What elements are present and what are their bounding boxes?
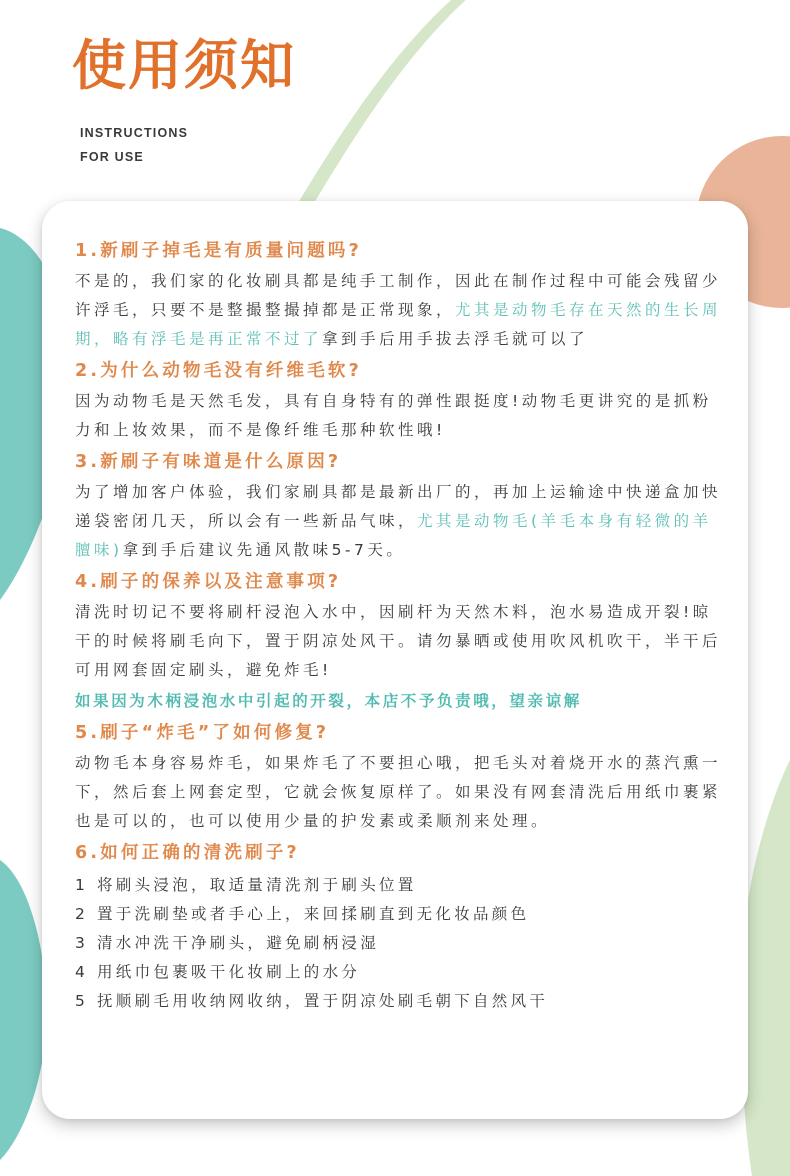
step-item bbox=[75, 900, 725, 929]
section-title: 5.刷子“炸毛”了如何修复? bbox=[75, 723, 330, 743]
section-title: 2.为什么动物毛没有纤维毛软? bbox=[75, 361, 362, 381]
step-text: 清水冲洗干净刷头，避免刷柄浸湿 bbox=[97, 934, 380, 952]
body-text: 拿到手后建议先通风散味5-7天。 bbox=[122, 541, 406, 559]
section-2 bbox=[75, 356, 725, 445]
page-title: 使用须知 bbox=[72, 34, 296, 97]
step-text: 抚顺刷毛用收纳网收纳，置于阴凉处刷毛朝下自然风干 bbox=[97, 992, 549, 1010]
step-item bbox=[75, 929, 725, 958]
section-1 bbox=[75, 236, 725, 354]
section-5 bbox=[75, 718, 725, 836]
step-text: 用纸巾包裹吸干化妆刷上的水分 bbox=[97, 963, 361, 981]
step-number: 1 bbox=[75, 876, 89, 894]
teal-left-lower-blob bbox=[0, 860, 47, 1160]
subtitle-line-1: INSTRUCTIONS bbox=[80, 126, 189, 140]
section-3 bbox=[75, 447, 725, 565]
instructions-content bbox=[75, 236, 725, 1016]
body-text: 拿到手后用手拔去浮毛就可以了 bbox=[322, 330, 589, 348]
green-right-blob bbox=[741, 760, 790, 1176]
step-text: 置于洗刷垫或者手心上，来回揉刷直到无化妆品颜色 bbox=[97, 905, 530, 923]
highlight-text: 尤其是动物毛(羊毛本身有轻微的羊膻味) bbox=[75, 512, 712, 559]
section-title: 6.如何正确的清洗刷子? bbox=[75, 843, 300, 863]
body-text: 不是的，我们家的化妆刷具都是纯手工制作，因此在制作过程中可能会残留少许浮毛，只要不是整撮整撮掉都是正常现象， bbox=[75, 272, 722, 319]
section-body bbox=[75, 478, 725, 565]
section-body bbox=[75, 267, 725, 354]
section-body: 因为动物毛是天然毛发，具有自身特有的弹性跟挺度!动物毛更讲究的是抓粉力和上妆效果，而不是像纤维毛那种软性哦! bbox=[75, 392, 712, 439]
section-6 bbox=[75, 838, 725, 1016]
step-number: 4 bbox=[75, 963, 89, 981]
page-subtitle bbox=[80, 121, 188, 169]
body-text: 为了增加客户体验，我们家刷具都是最新出厂的，再加上运输途中快递盒加快递袋密闭几天，所以会有一些新品气味， bbox=[75, 483, 722, 530]
step-item bbox=[75, 987, 725, 1016]
highlight-text: 尤其是动物毛存在天然的生长周期，略有浮毛是再正常不过了 bbox=[75, 301, 722, 348]
step-number: 2 bbox=[75, 905, 89, 923]
cleaning-steps-list bbox=[75, 871, 725, 1016]
section-body: 动物毛本身容易炸毛，如果炸毛了不要担心哦，把毛头对着烧开水的蒸汽熏一下，然后套上网套定型，它就会恢复原样了。如果没有网套清洗后用纸巾裹紧也是可以的，也可以使用少量的护发素或柔顺剂来处理。 bbox=[75, 754, 722, 830]
green-swoosh-curve bbox=[298, 0, 470, 203]
step-item bbox=[75, 958, 725, 987]
subtitle-line-2: FOR USE bbox=[80, 150, 144, 164]
section-title: 1.新刷子掉毛是有质量问题吗? bbox=[75, 241, 362, 261]
step-number: 3 bbox=[75, 934, 89, 952]
step-item bbox=[75, 871, 725, 900]
section-body: 清洗时切记不要将刷杆浸泡入水中，因刷杆为天然木料，泡水易造成开裂!晾干的时候将刷毛向下，置于阴凉处风干。请勿暴晒或使用吹风机吹干，半干后可用网套固定刷头，避免炸毛! bbox=[75, 603, 722, 679]
section-4 bbox=[75, 567, 725, 716]
step-number: 5 bbox=[75, 992, 89, 1010]
section-title: 4.刷子的保养以及注意事项? bbox=[75, 572, 342, 592]
disclaimer-notice: 如果因为木柄浸泡水中引起的开裂，本店不予负责哦，望亲谅解 bbox=[75, 692, 582, 710]
section-title: 3.新刷子有味道是什么原因? bbox=[75, 452, 342, 472]
step-text: 将刷头浸泡，取适量清洗剂于刷头位置 bbox=[97, 876, 417, 894]
